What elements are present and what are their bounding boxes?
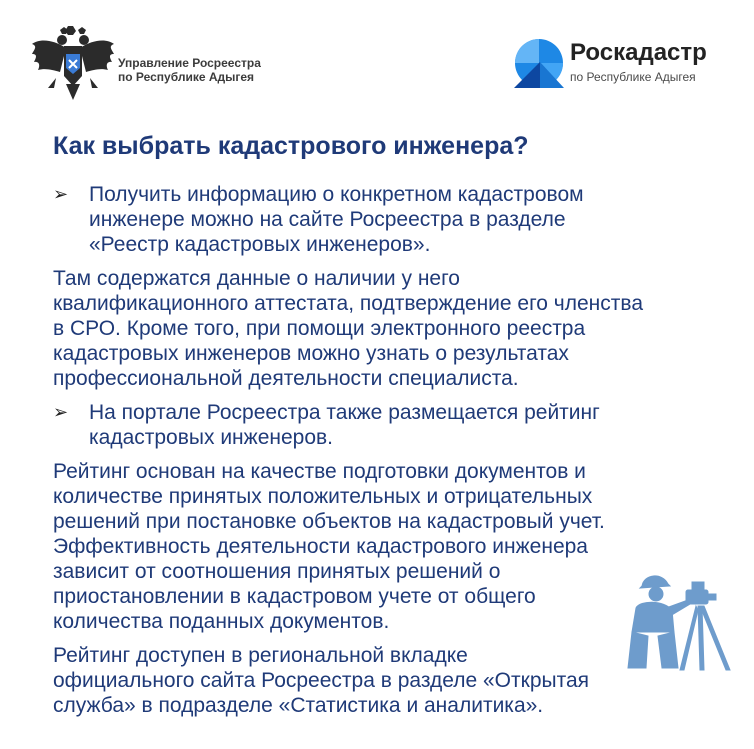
header (0, 0, 754, 110)
paragraph (53, 459, 721, 634)
paragraph (53, 266, 721, 391)
text-line: зависит от соотношения принятых решений о (53, 560, 501, 583)
text-line: в СРО. Кроме того, при помощи электронного реестра (53, 317, 586, 340)
paragraph (53, 643, 721, 718)
text-line: На портале Росреестра также размещается рейтинг (89, 401, 600, 424)
arrow-bullet-icon: ➢ (53, 402, 69, 422)
text-line: официального сайта Росреестра в разделе «Открытая (53, 669, 590, 692)
text-line: Там содержатся данные о наличии у него (53, 267, 460, 290)
brand-subtitle: по Республике Адыгея (570, 70, 696, 84)
text-line: инженере можно на сайте Росреестра в разделе (89, 208, 566, 231)
org-name-line2: по Республике Адыгея (118, 70, 255, 84)
text-line: квалификационного аттестата, подтверждение его членства (53, 292, 643, 315)
text-line: Получить информацию о конкретном кадастровом (89, 183, 584, 206)
text-line: приостановлении в кадастровом учете от общего (53, 585, 536, 608)
text-line: служба» в подразделе «Статистика и аналитика». (53, 694, 544, 717)
arrow-bullet-icon: ➢ (53, 184, 69, 204)
text-line: Рейтинг доступен в региональной вкладке (53, 644, 468, 667)
text-line: «Реестр кадастровых инженеров». (89, 233, 431, 256)
bullet-item (53, 400, 721, 450)
eagle-emblem-icon (30, 26, 116, 104)
text-line: Эффективность деятельности кадастрового инженера (53, 535, 588, 558)
text-line: кадастровых инженеров можно узнать о результатах (53, 342, 569, 365)
surveyor-illustration-icon (622, 572, 740, 672)
text-line: количестве принятых положительных и отрицательных (53, 485, 593, 508)
text-line: решений при постановке объектов на кадастровый учет. (53, 510, 605, 533)
page-title: Как выбрать кадастрового инженера? (53, 132, 529, 160)
text-line: количества поданных документов. (53, 610, 390, 633)
org-name-left (118, 56, 261, 84)
text-line: Рейтинг основан на качестве подготовки документов и (53, 460, 586, 483)
text-line: профессиональной деятельности специалиста. (53, 367, 519, 390)
text-line: кадастровых инженеров. (89, 426, 334, 449)
roskadastr-logo-icon (514, 38, 564, 88)
bullet-item (53, 182, 721, 257)
brand-title: Роскадастр (570, 39, 707, 66)
content-body (53, 182, 721, 727)
org-name-line1: Управление Росреестра (118, 56, 261, 70)
